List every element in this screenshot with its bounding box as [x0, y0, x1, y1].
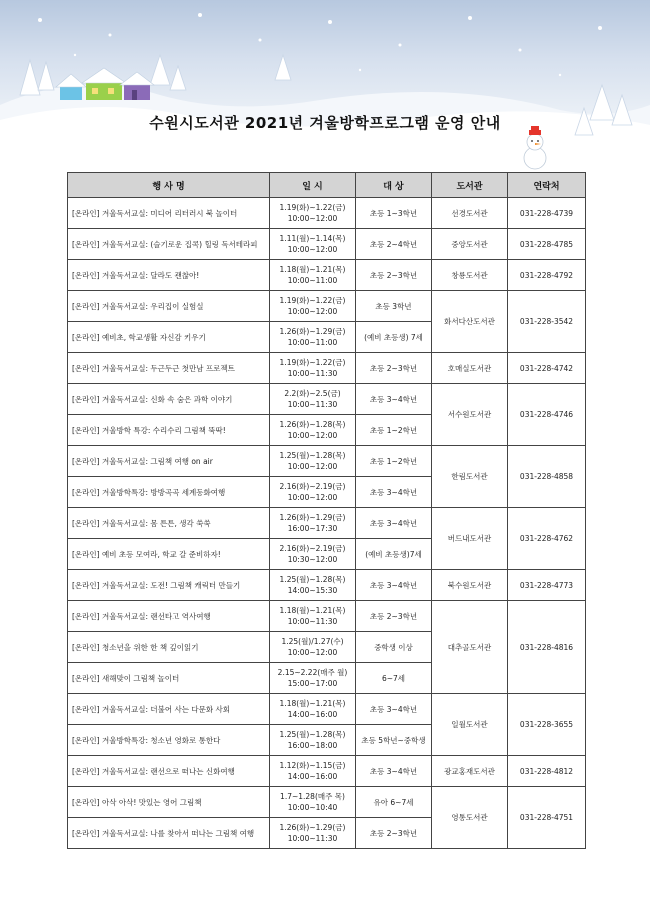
program-name-cell: [온라인] 겨울독서교실: 미디어 리터러시 북 놀이터: [68, 198, 270, 229]
table-header-row: [68, 173, 586, 198]
program-name-cell: [온라인] 겨울독서교실: 달라도 괜찮아!: [68, 260, 270, 291]
library-cell: 서수원도서관: [432, 384, 508, 446]
target-cell: 초등 2~3학년: [356, 260, 432, 291]
table-row: [68, 787, 586, 818]
phone-cell: 031-228-4858: [508, 446, 586, 508]
schedule-cell: [270, 725, 356, 756]
header-phone: 연락처: [508, 173, 586, 198]
schedule-time: 10:00~12:00: [287, 462, 338, 471]
schedule-cell: [270, 384, 356, 415]
target-cell: 초등 3학년: [356, 291, 432, 322]
table-row: [68, 229, 586, 260]
phone-cell: 031-228-4762: [508, 508, 586, 570]
schedule-time: 15:00~17:00: [287, 679, 338, 688]
phone-cell: 031-228-4746: [508, 384, 586, 446]
program-name-cell: [온라인] 겨울독서교실: 랜선으로 떠나는 신화여행: [68, 756, 270, 787]
library-cell: 일월도서관: [432, 694, 508, 756]
schedule-date: 1.26(화)~1.28(목): [279, 420, 346, 429]
phone-cell: 031-228-4785: [508, 229, 586, 260]
schedule-time: 10:00~12:00: [287, 431, 338, 440]
phone-cell: 031-228-3655: [508, 694, 586, 756]
schedule-cell: [270, 229, 356, 260]
target-cell: 초등 2~3학년: [356, 601, 432, 632]
target-cell: 초등 3~4학년: [356, 570, 432, 601]
program-name-cell: [온라인] 겨울독서교실: 더불어 사는 다문화 사회: [68, 694, 270, 725]
program-name-cell: [온라인] 겨울독서교실: (슬기로운 집콕) 힐링 독서테라피: [68, 229, 270, 260]
phone-cell: 031-228-4751: [508, 787, 586, 849]
target-cell: (예비 초등생) 7세: [356, 322, 432, 353]
table-row: [68, 446, 586, 477]
schedule-time: 10:00~11:30: [287, 617, 338, 626]
library-cell: 창룡도서관: [432, 260, 508, 291]
schedule-cell: [270, 322, 356, 353]
schedule-date: 1.25(월)~1.28(목): [279, 451, 346, 460]
target-cell: 초등 1~2학년: [356, 415, 432, 446]
page-title: 수원시도서관 2021년 겨울방학프로그램 운영 안내: [149, 114, 501, 132]
schedule-time: 10:00~12:00: [287, 493, 338, 502]
schedule-time: 14:00~15:30: [287, 586, 338, 595]
table-row: [68, 508, 586, 539]
program-name-cell: [온라인] 겨울방학 특강: 수리수리 그림책 뚝딱!: [68, 415, 270, 446]
schedule-date: 1.18(월)~1.21(목): [279, 265, 346, 274]
schedule-time: 10:00~11:00: [287, 276, 338, 285]
schedule-time: 10:30~12:00: [287, 555, 338, 564]
schedule-cell: [270, 601, 356, 632]
program-name-cell: [온라인] 겨울독서교실: 우리집이 실험실: [68, 291, 270, 322]
schedule-date: 2.2(화)~2.5(금): [284, 389, 341, 398]
library-cell: 선경도서관: [432, 198, 508, 229]
table-row: [68, 291, 586, 322]
header-program: 행 사 명: [68, 173, 270, 198]
phone-cell: 031-228-3542: [508, 291, 586, 353]
target-cell: 초등 2~3학년: [356, 353, 432, 384]
program-name-cell: [온라인] 겨울독서교실: 신화 속 숨은 과학 이야기: [68, 384, 270, 415]
table-row: [68, 756, 586, 787]
target-cell: 유아 6~7세: [356, 787, 432, 818]
schedule-cell: [270, 570, 356, 601]
target-cell: 초등 1~3학년: [356, 198, 432, 229]
schedule-time: 14:00~16:00: [287, 710, 338, 719]
schedule-date: 1.18(월)~1.21(목): [279, 699, 346, 708]
library-cell: 북수원도서관: [432, 570, 508, 601]
schedule-date: 2.15~2.22(매주 월): [277, 668, 348, 677]
schedule-date: 1.25(월)/1.27(수): [281, 637, 344, 646]
schedule-cell: [270, 756, 356, 787]
schedule-cell: [270, 477, 356, 508]
library-cell: 대추골도서관: [432, 601, 508, 694]
header-target: 대 상: [356, 173, 432, 198]
schedule-time: 10:00~10:40: [287, 803, 338, 812]
schedule-cell: [270, 198, 356, 229]
target-cell: 초등 3~4학년: [356, 508, 432, 539]
table-row: [68, 694, 586, 725]
table-row: [68, 601, 586, 632]
target-cell: 초등 3~4학년: [356, 694, 432, 725]
schedule-cell: [270, 353, 356, 384]
phone-cell: 031-228-4773: [508, 570, 586, 601]
schedule-time: 14:00~16:00: [287, 772, 338, 781]
house-icon: [56, 68, 154, 100]
table-row: [68, 384, 586, 415]
program-name-cell: [온라인] 예비 초등 모여라, 학교 갈 준비하자!: [68, 539, 270, 570]
schedule-cell: [270, 446, 356, 477]
phone-cell: 031-228-4739: [508, 198, 586, 229]
schedule-date: 1.19(화)~1.22(금): [279, 296, 346, 305]
schedule-date: 1.26(화)~1.29(금): [279, 513, 346, 522]
schedule-date: 1.25(월)~1.28(목): [279, 730, 346, 739]
phone-cell: 031-228-4792: [508, 260, 586, 291]
schedule-cell: [270, 539, 356, 570]
schedule-time: 16:00~17:30: [287, 524, 338, 533]
schedule-cell: [270, 508, 356, 539]
program-name-cell: [온라인] 청소년을 위한 한 책 깊이읽기: [68, 632, 270, 663]
schedule-date: 2.16(화)~2.19(금): [279, 482, 346, 491]
schedule-date: 1.11(월)~1.14(목): [279, 234, 346, 243]
schedule-time: 10:00~11:30: [287, 369, 338, 378]
target-cell: 초등 2~3학년: [356, 818, 432, 849]
program-name-cell: [온라인] 겨울독서교실: 도전! 그림책 캐릭터 만들기: [68, 570, 270, 601]
target-cell: 초등 2~4학년: [356, 229, 432, 260]
library-cell: 중앙도서관: [432, 229, 508, 260]
schedule-date: 1.18(월)~1.21(목): [279, 606, 346, 615]
header-date: 일 시: [270, 173, 356, 198]
program-name-cell: [온라인] 아삭 아삭! 맛있는 영어 그림책: [68, 787, 270, 818]
schedule-cell: [270, 291, 356, 322]
schedule-time: 10:00~12:00: [287, 648, 338, 657]
program-name-cell: [온라인] 겨울독서교실: 두근두근 첫만남 프로젝트: [68, 353, 270, 384]
snow-scene-illustration: [0, 0, 650, 170]
winter-banner: [0, 0, 650, 170]
target-cell: 초등 5학년~중학생: [356, 725, 432, 756]
schedule-date: 1.12(화)~1.15(금): [279, 761, 346, 770]
program-name-cell: [온라인] 겨울독서교실: 그림책 여행 on air: [68, 446, 270, 477]
target-cell: 초등 1~2학년: [356, 446, 432, 477]
library-cell: 영통도서관: [432, 787, 508, 849]
schedule-time: 10:00~12:00: [287, 214, 338, 223]
schedule-date: 1.26(화)~1.29(금): [279, 823, 346, 832]
target-cell: 6~7세: [356, 663, 432, 694]
library-cell: 광교홍재도서관: [432, 756, 508, 787]
schedule-date: 1.7~1.28(매주 목): [280, 792, 345, 801]
schedule-date: 1.19(화)~1.22(금): [279, 358, 346, 367]
program-name-cell: [온라인] 겨울독서교실: 몸 튼튼, 생각 쑥쑥: [68, 508, 270, 539]
target-cell: 중학생 이상: [356, 632, 432, 663]
phone-cell: 031-228-4742: [508, 353, 586, 384]
program-name-cell: [온라인] 새해맞이 그림책 놀이터: [68, 663, 270, 694]
phone-cell: 031-228-4816: [508, 601, 586, 694]
library-cell: 한림도서관: [432, 446, 508, 508]
schedule-cell: [270, 260, 356, 291]
schedule-time: 10:00~11:00: [287, 338, 338, 347]
schedule-time: 10:00~11:30: [287, 400, 338, 409]
phone-cell: 031-228-4812: [508, 756, 586, 787]
schedule-date: 1.19(화)~1.22(금): [279, 203, 346, 212]
schedule-time: 10:00~11:30: [287, 834, 338, 843]
schedule-time: 10:00~12:00: [287, 245, 338, 254]
table-row: [68, 353, 586, 384]
schedule-time: 16:00~18:00: [287, 741, 338, 750]
schedule-cell: [270, 415, 356, 446]
library-cell: 버드내도서관: [432, 508, 508, 570]
schedule-date: 1.25(월)~1.28(목): [279, 575, 346, 584]
program-name-cell: [온라인] 겨울독서교실: 나를 찾아서 떠나는 그림책 여행: [68, 818, 270, 849]
program-name-cell: [온라인] 예비초, 학교생활 자신감 키우기: [68, 322, 270, 353]
table-body: [68, 198, 586, 849]
schedule-cell: [270, 632, 356, 663]
program-table: [67, 172, 586, 849]
table-row: [68, 260, 586, 291]
target-cell: 초등 3~4학년: [356, 756, 432, 787]
schedule-date: 2.16(화)~2.19(금): [279, 544, 346, 553]
target-cell: 초등 3~4학년: [356, 384, 432, 415]
schedule-date: 1.26(화)~1.29(금): [279, 327, 346, 336]
schedule-cell: [270, 787, 356, 818]
table-row: [68, 570, 586, 601]
program-name-cell: [온라인] 겨울방학특강: 방방곡곡 세계동화여행: [68, 477, 270, 508]
schedule-cell: [270, 818, 356, 849]
library-cell: 호매실도서관: [432, 353, 508, 384]
table-row: [68, 198, 586, 229]
program-name-cell: [온라인] 겨울독서교실: 랜선타고 역사여행: [68, 601, 270, 632]
schedule-time: 10:00~12:00: [287, 307, 338, 316]
schedule-cell: [270, 694, 356, 725]
library-cell: 화서다산도서관: [432, 291, 508, 353]
header-library: 도서관: [432, 173, 508, 198]
target-cell: 초등 3~4학년: [356, 477, 432, 508]
target-cell: (예비 초등생)7세: [356, 539, 432, 570]
program-name-cell: [온라인] 겨울방학특강: 청소년 영화로 통한다: [68, 725, 270, 756]
schedule-cell: [270, 663, 356, 694]
